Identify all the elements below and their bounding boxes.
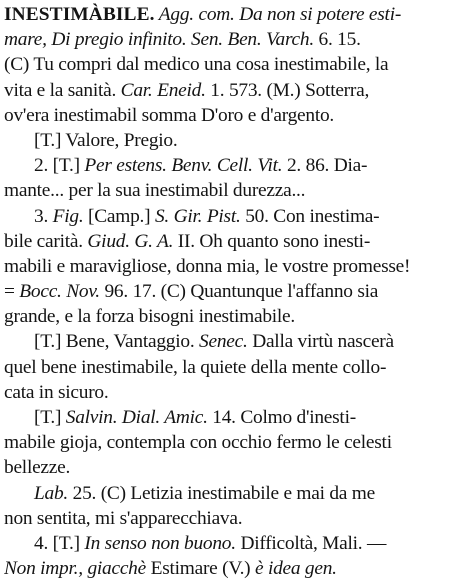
text-run: vita e la sanità. xyxy=(4,79,121,101)
text-run: [T.] xyxy=(34,407,66,428)
entry-line xyxy=(4,254,468,279)
italic-run: S. Gir. Pist. xyxy=(154,205,241,227)
entry-line xyxy=(4,355,468,380)
text-run: II. Oh quanto sono inesti- xyxy=(173,230,371,252)
text-run: grande, e la forza bisogni inestimabile. xyxy=(4,306,295,328)
text-run: [Camp.] xyxy=(83,205,155,227)
entry-line xyxy=(4,380,468,405)
entry-line xyxy=(4,279,468,304)
entry-line xyxy=(4,128,468,153)
text-run: bellezze. xyxy=(4,457,71,479)
entry-line xyxy=(4,481,468,506)
text-run: 2. [T.] xyxy=(34,155,85,177)
entry-line xyxy=(4,455,468,480)
italic-run: mare, Di pregio infinito. Sen. Ben. Varch. xyxy=(4,29,314,51)
italic-run: Lab. xyxy=(34,482,69,504)
italic-run: Car. Eneid. xyxy=(120,79,206,101)
italic-run: Non impr., giacchè xyxy=(4,558,146,580)
entry-line xyxy=(4,27,468,52)
text-run: 2. 86. Dia- xyxy=(282,155,368,177)
italic-run: Fig. xyxy=(52,205,84,227)
italic-run: Giud. G. A. xyxy=(87,230,174,252)
entry-line xyxy=(4,103,468,128)
text-run: Dalla virtù nascerà xyxy=(247,331,394,353)
italic-run: Per estens. Benv. Cell. Vit. xyxy=(84,155,283,177)
text-run: Difficoltà, Mali. — xyxy=(235,532,387,554)
dictionary-entry xyxy=(4,2,468,581)
italic-run: Agg. com. Da non si potere esti- xyxy=(154,4,402,25)
text-run: (C) Tu compri dal medico una cosa inestimabile, la xyxy=(4,54,389,76)
text-run: [T.] Valore, Pregio. xyxy=(34,129,178,151)
entry-line xyxy=(4,506,468,531)
entry-line xyxy=(4,78,468,103)
entry-line xyxy=(4,405,468,430)
sense-3-line xyxy=(4,204,468,229)
text-run: mabili e maravigliose, donna mia, le vostre promesse! xyxy=(4,255,411,277)
line-text xyxy=(155,4,402,25)
text-run: non sentita, mi s'apparecchiava. xyxy=(4,507,243,529)
text-run: bile carità. xyxy=(4,230,88,252)
text-run: 3. xyxy=(34,205,53,227)
text-run: = xyxy=(4,281,20,303)
entry-line xyxy=(4,2,468,27)
headword: INESTIMÀBILE. xyxy=(4,4,155,25)
text-run: quel bene inestimabile, la quiete della mente collo- xyxy=(4,356,387,378)
entry-line xyxy=(4,556,468,581)
text-run: [T.] Bene, Vantaggio. xyxy=(34,331,200,353)
entry-line xyxy=(4,52,468,77)
italic-run: Senec. xyxy=(199,331,248,353)
italic-run: è idea gen. xyxy=(254,558,337,580)
italic-run: Salvin. Dial. Amic. xyxy=(65,407,208,428)
text-run: 1. 573. (M.) Sotterra, xyxy=(205,79,370,101)
text-run: mabile gioja, contempla con occhio fermo le celesti xyxy=(4,432,392,454)
entry-line xyxy=(4,304,468,329)
text-run: 14. Colmo d'inesti- xyxy=(207,407,356,428)
text-run: cata in sicuro. xyxy=(4,381,109,403)
text-run: 96. 17. (C) Quantunque l'affanno sia xyxy=(99,281,379,303)
entry-line xyxy=(4,430,468,455)
text-run: ov'era inestimabil somma D'oro e d'argento. xyxy=(4,104,335,126)
entry-line xyxy=(4,329,468,354)
text-run: Estimare (V.) xyxy=(146,558,255,580)
entry-line xyxy=(4,178,468,203)
text-run: 25. (C) Letizia inestimabile e mai da me xyxy=(68,482,375,504)
text-run: mante... per la sua inestimabil durezza... xyxy=(4,180,306,202)
text-run: 4. [T.] xyxy=(34,532,85,554)
entry-line xyxy=(4,229,468,254)
text-run: 50. Con inestima- xyxy=(240,205,380,227)
sense-2-line xyxy=(4,153,468,178)
sense-4-line xyxy=(4,531,468,556)
text-run: 6. 15. xyxy=(313,29,361,51)
italic-run: Bocc. Nov. xyxy=(19,281,100,303)
italic-run: In senso non buono. xyxy=(84,532,236,554)
